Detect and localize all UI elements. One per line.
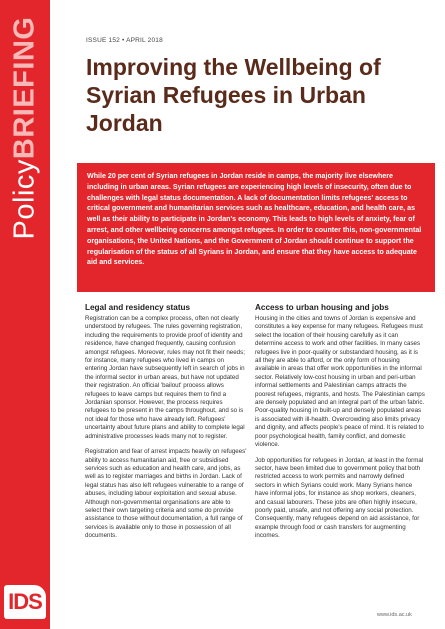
- wordmark-briefing: BRIEFING: [8, 16, 41, 160]
- right-column: [255, 303, 425, 548]
- left-paragraph-1: Registration can be a complex process, often not clearly understood by refugees. The rules governing registration, including the requirements to provide proof of identity and residence, have changed frequently, causing confusion amongst refugees. Moreover, rules may not fit their needs; for instance, many refugees who lived in camps on entering Jordan have subsequently left in search of jobs in the informal sector in urban areas, but have not updated their registration. An official 'bailout' process allows refugees to leave camps but requires them to find a Jordanian sponsor. However, the process requires refugees to be present in the camps throughout, and so is not ideal for those who have already left. Refugees' uncertainty about future plans and ability to complete legal administrative processes leads many not to register.: [85, 315, 245, 440]
- wordmark-policy: Policy: [8, 159, 41, 240]
- summary-box: [77, 163, 435, 292]
- section-heading-housing: Access to urban housing and jobs: [255, 303, 389, 312]
- footer-url[interactable]: www.ids.ac.uk: [377, 612, 412, 618]
- ids-logo: IDS: [4, 585, 46, 619]
- left-column: [85, 303, 248, 548]
- left-paragraph-2: Registration and fear of arrest impacts heavily on refugees' ability to access humanitarian aid, free or subsidised services such as education and health care, and jobs, as well as to register marriages and births in Jordan. Lack of legal status has also left refugees vulnerable to a range of abuses, including labour exploitation and sexual abuse. Although non-governmental organisations are able to select their own targeting criteria and some do provide assistance to those without documentation, a full range of services is available only to those in possession of all documents.: [85, 448, 247, 540]
- right-paragraph-2: Job opportunities for refugees in Jordan, at least in the formal sector, have been limited due to government policy that both restricted access to work permits and narrowly defined sectors in which Syrians could work. Many Syrians hence have informal jobs, for instance as shop workers, cleaners, and casual labourers. These jobs are often highly insecure, poorly paid, unsafe, and not offering any social protection. Consequently, many refugees depend on aid assistance, for example through food or cash transfers for augmenting incomes.: [255, 456, 424, 540]
- page-title: Improving the Wellbeing of Syrian Refugees in Urban Jordan: [86, 54, 381, 136]
- sidebar-band: [0, 0, 50, 629]
- section-heading-legal: Legal and residency status: [85, 303, 191, 312]
- issue-line: ISSUE 152 • APRIL 2018: [86, 37, 163, 44]
- right-paragraph-1: Housing in the cities and towns of Jordan is expensive and constitutes a key expense for many refugees. Refugees must select the location of their housing carefully as it can determine access to work and other facilities. In many cases refugees live in poor-quality or substandard housing, as it is all they are able to afford, or the only form of housing available in areas that offer work opportunities in the informal sector. Relatively low-cost housing in urban and peri-urban informal settlements and Palestinian camps attracts the poorest refugees, migrants, and hosts. The Palestinian camps are densely populated and an integral part of the urban fabric. Poor-quality housing in built-up and densely populated areas is associated with ill-health. Overcrowding also limits privacy and dignity, and affects people's peace of mind. It is related to poor psychological health, family conflict, and domestic violence.: [255, 315, 425, 449]
- series-wordmark: [8, 16, 41, 240]
- summary-text: While 20 per cent of Syrian refugees in Jordan reside in camps, the majority live elsewhere including in urban areas. Syrian refugees are experiencing high levels of insecurity, often due to challenges with legal status documentation. A lack of documentation limits refugees' access to critical government and humanitarian services such as healthcare, education, and health care, as well as their ability to participate in Jordan's economy. This leads to high levels of anxiety, fear of arrest, and other wellbeing concerns amongst refugees. In order to counter this, non-governmental organisations, the United Nations, and the Government of Jordan should continue to support the regularisation of the status of all Syrians in Jordan, and ensure that they have access to adequate aid and services.: [87, 172, 422, 267]
